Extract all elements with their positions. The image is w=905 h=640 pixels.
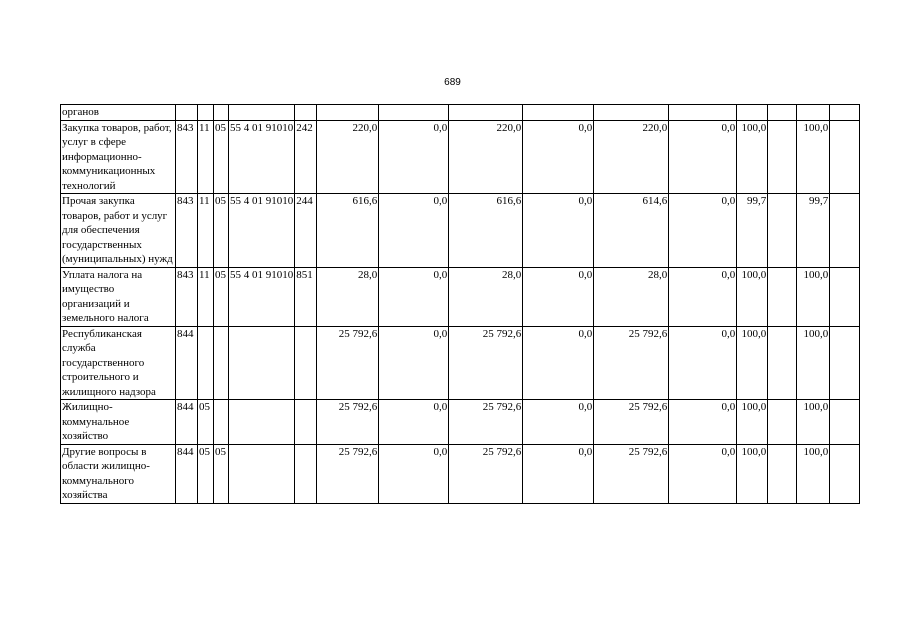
cell-expense-type: 851: [295, 267, 317, 326]
cell-percent-1: 100,0: [737, 444, 768, 503]
cell-amount-6: 0,0: [669, 326, 737, 400]
cell-empty: [830, 267, 860, 326]
cell-empty: [830, 120, 860, 194]
cell-amount-6: 0,0: [669, 267, 737, 326]
cell-target-article: [229, 326, 295, 400]
cell-empty: [830, 194, 860, 268]
cell-amount-2: 0,0: [379, 400, 449, 445]
cell-amount-2: 0,0: [379, 120, 449, 194]
cell-amount-2: 0,0: [379, 267, 449, 326]
cell-percent-2: [768, 444, 797, 503]
cell-percent-3: 99,7: [797, 194, 830, 268]
table-row: [61, 400, 860, 445]
cell-amount-3: 25 792,6: [449, 400, 523, 445]
cell-amount-3: 220,0: [449, 120, 523, 194]
cell-target-article: [229, 105, 295, 121]
cell-amount-4: 0,0: [523, 444, 594, 503]
cell-expense-type: [295, 444, 317, 503]
cell-percent-1: 100,0: [737, 267, 768, 326]
table-row: [61, 444, 860, 503]
cell-amount-4: 0,0: [523, 194, 594, 268]
table-row: [61, 120, 860, 194]
cell-subsection-code: 05: [214, 120, 229, 194]
cell-ministry-code: 844: [176, 444, 198, 503]
cell-expense-type: 244: [295, 194, 317, 268]
cell-amount-3: 25 792,6: [449, 326, 523, 400]
cell-percent-3: 100,0: [797, 400, 830, 445]
cell-amount-5: 25 792,6: [594, 444, 669, 503]
cell-amount-5: 220,0: [594, 120, 669, 194]
cell-amount-2: [379, 105, 449, 121]
cell-percent-2: [768, 194, 797, 268]
cell-target-article: 55 4 01 91010: [229, 194, 295, 268]
cell-ministry-code: 844: [176, 400, 198, 445]
cell-amount-3: 616,6: [449, 194, 523, 268]
table-row: [61, 105, 860, 121]
cell-amount-1: 616,6: [317, 194, 379, 268]
cell-target-article: [229, 400, 295, 445]
cell-amount-3: [449, 105, 523, 121]
budget-table: [60, 104, 860, 504]
cell-item-name: Жилищно-коммунальное хозяйство: [61, 400, 176, 445]
cell-percent-3: 100,0: [797, 444, 830, 503]
cell-percent-3: 100,0: [797, 267, 830, 326]
cell-ministry-code: [176, 105, 198, 121]
cell-section-code: 05: [198, 444, 214, 503]
cell-amount-6: 0,0: [669, 194, 737, 268]
cell-amount-2: 0,0: [379, 326, 449, 400]
cell-expense-type: [295, 105, 317, 121]
cell-item-name: Уплата налога на имущество организаций и земельного налога: [61, 267, 176, 326]
cell-amount-4: 0,0: [523, 267, 594, 326]
cell-amount-4: 0,0: [523, 120, 594, 194]
cell-percent-2: [768, 105, 797, 121]
cell-amount-5: [594, 105, 669, 121]
cell-item-name: органов: [61, 105, 176, 121]
cell-amount-1: 25 792,6: [317, 400, 379, 445]
cell-percent-2: [768, 400, 797, 445]
cell-empty: [830, 444, 860, 503]
cell-subsection-code: [214, 105, 229, 121]
cell-amount-6: 0,0: [669, 120, 737, 194]
cell-section-code: [198, 105, 214, 121]
cell-percent-3: 100,0: [797, 326, 830, 400]
cell-percent-1: 100,0: [737, 400, 768, 445]
cell-amount-1: 28,0: [317, 267, 379, 326]
cell-item-name: Закупка товаров, работ, услуг в сфере информационно-коммуникационных технологий: [61, 120, 176, 194]
cell-target-article: [229, 444, 295, 503]
cell-ministry-code: 843: [176, 194, 198, 268]
cell-ministry-code: 843: [176, 120, 198, 194]
cell-ministry-code: 844: [176, 326, 198, 400]
cell-target-article: 55 4 01 91010: [229, 120, 295, 194]
cell-percent-3: [797, 105, 830, 121]
cell-amount-6: [669, 105, 737, 121]
table-row: [61, 267, 860, 326]
cell-subsection-code: 05: [214, 194, 229, 268]
cell-subsection-code: [214, 400, 229, 445]
page-number: 689: [444, 77, 461, 88]
cell-expense-type: [295, 326, 317, 400]
cell-percent-1: 100,0: [737, 326, 768, 400]
cell-section-code: [198, 326, 214, 400]
cell-amount-6: 0,0: [669, 400, 737, 445]
cell-item-name: Прочая закупка товаров, работ и услуг для обеспечения государственных (муниципальных) нужд: [61, 194, 176, 268]
cell-item-name: Республиканская служба государственного строительного и жилищного надзора: [61, 326, 176, 400]
cell-amount-1: 220,0: [317, 120, 379, 194]
cell-amount-3: 28,0: [449, 267, 523, 326]
cell-amount-3: 25 792,6: [449, 444, 523, 503]
cell-amount-1: 25 792,6: [317, 326, 379, 400]
cell-ministry-code: 843: [176, 267, 198, 326]
cell-subsection-code: 05: [214, 267, 229, 326]
cell-amount-6: 0,0: [669, 444, 737, 503]
cell-section-code: 05: [198, 400, 214, 445]
cell-section-code: 11: [198, 194, 214, 268]
cell-amount-4: 0,0: [523, 326, 594, 400]
cell-percent-2: [768, 267, 797, 326]
cell-percent-1: 100,0: [737, 120, 768, 194]
cell-empty: [830, 326, 860, 400]
cell-percent-3: 100,0: [797, 120, 830, 194]
cell-target-article: 55 4 01 91010: [229, 267, 295, 326]
cell-subsection-code: [214, 326, 229, 400]
cell-empty: [830, 105, 860, 121]
cell-amount-4: [523, 105, 594, 121]
cell-percent-2: [768, 120, 797, 194]
table-row: [61, 194, 860, 268]
cell-expense-type: [295, 400, 317, 445]
cell-expense-type: 242: [295, 120, 317, 194]
cell-section-code: 11: [198, 120, 214, 194]
cell-amount-2: 0,0: [379, 194, 449, 268]
cell-percent-1: 99,7: [737, 194, 768, 268]
cell-percent-1: [737, 105, 768, 121]
cell-amount-5: 28,0: [594, 267, 669, 326]
table-body: [61, 105, 860, 504]
cell-amount-5: 614,6: [594, 194, 669, 268]
table-row: [61, 326, 860, 400]
cell-item-name: Другие вопросы в области жилищно-коммунального хозяйства: [61, 444, 176, 503]
cell-amount-5: 25 792,6: [594, 326, 669, 400]
cell-amount-4: 0,0: [523, 400, 594, 445]
cell-empty: [830, 400, 860, 445]
cell-subsection-code: 05: [214, 444, 229, 503]
cell-amount-2: 0,0: [379, 444, 449, 503]
cell-percent-2: [768, 326, 797, 400]
cell-amount-1: [317, 105, 379, 121]
cell-amount-5: 25 792,6: [594, 400, 669, 445]
cell-section-code: 11: [198, 267, 214, 326]
cell-amount-1: 25 792,6: [317, 444, 379, 503]
